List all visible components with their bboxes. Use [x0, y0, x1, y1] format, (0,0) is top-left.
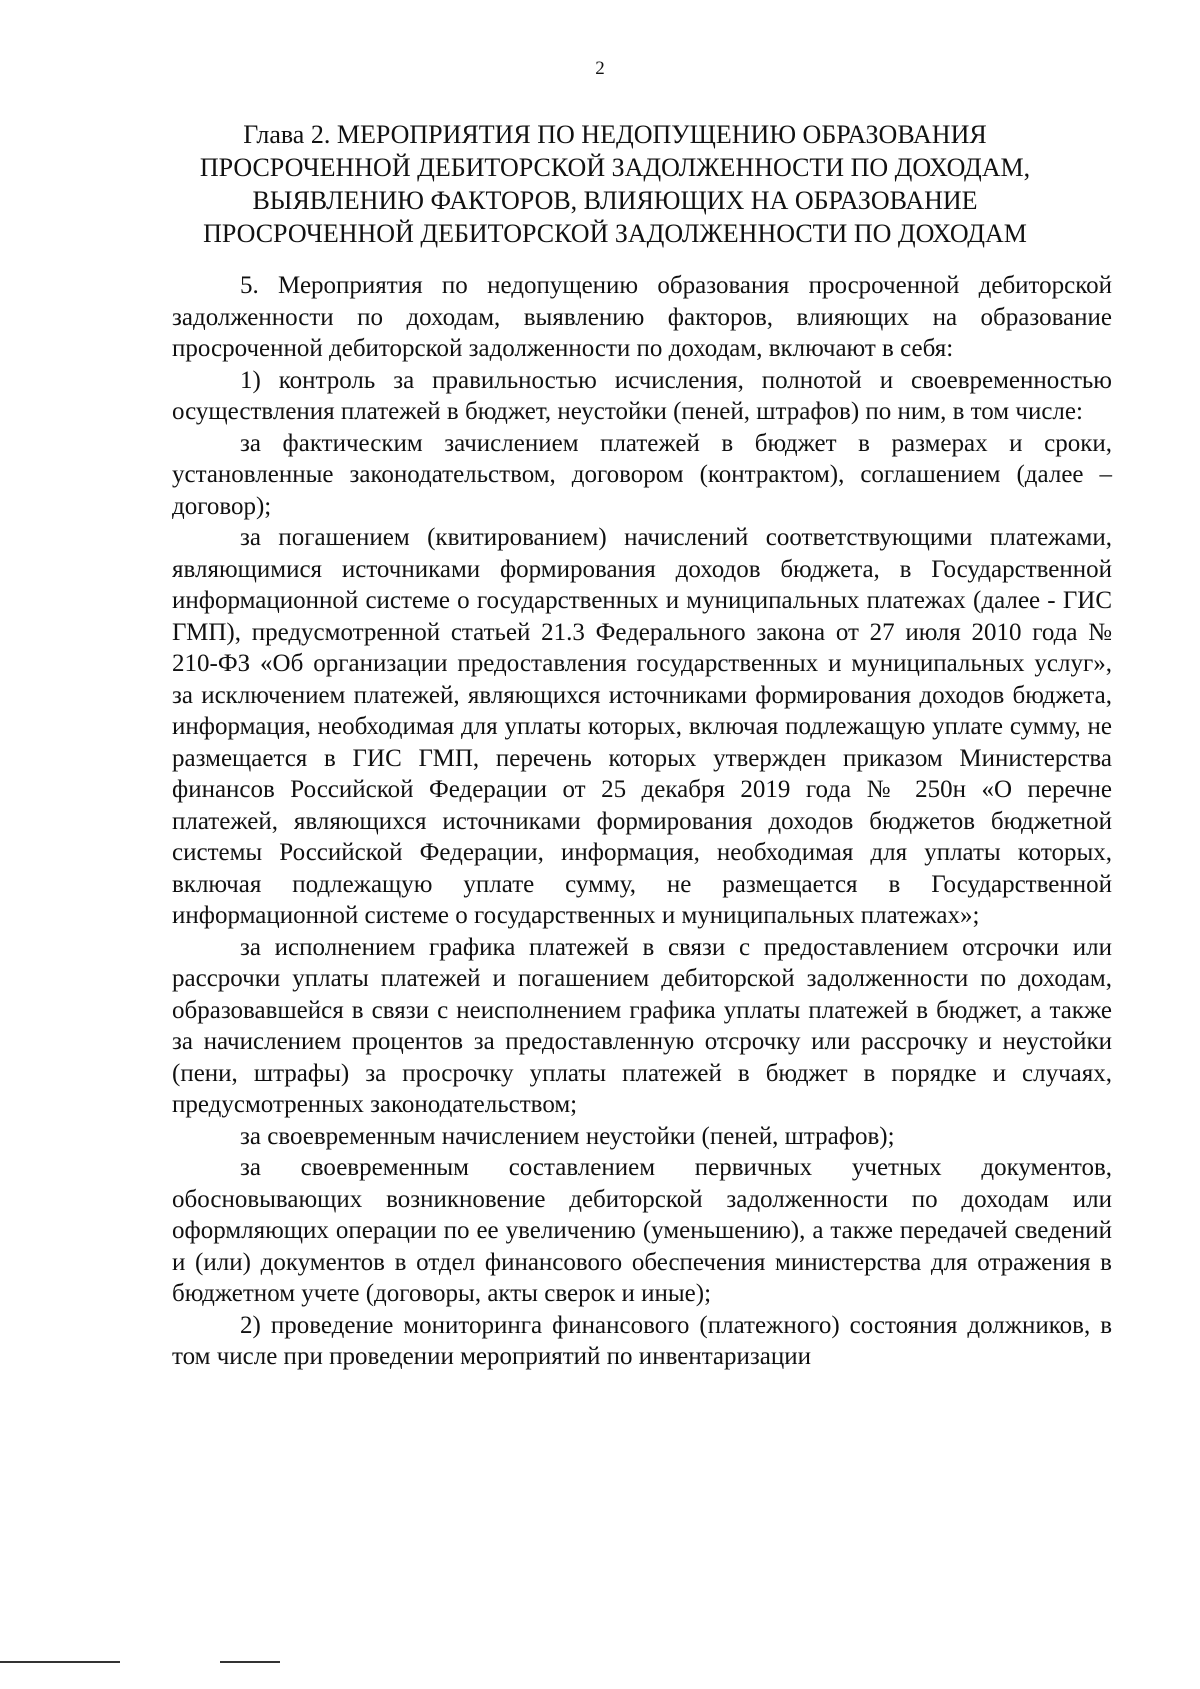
paragraph: за своевременным составлением первичных учетных документов, обосновывающих возникновение дебиторской задолженности по доходам или оформляющих операции по ее увеличению (уменьшению), а также передачей сведений и (или) документов в отдел финансового обеспечения министерства для отражения в бюджетном учете (договоры, акты сверок и иные); [172, 1154, 1112, 1307]
paragraph-clause-5: 5. Мероприятия по недопущению образования просроченной дебиторской задолженности по доходам, выявлению факторов, влияющих на образование просроченной дебиторской задолженности по доходам, включают в себя: [172, 272, 1112, 362]
document-body [172, 270, 1112, 1373]
chapter-title-line: ПРОСРОЧЕННОЙ ДЕБИТОРСКОЙ ЗАДОЛЖЕННОСТИ ПО ДОХОДАМ [203, 219, 1027, 248]
paragraph: за погашением (квитированием) начислений соответствующими платежами, являющимися источниками формирования доходов бюджета, в Государственной информационной системе о государственных и муниципальных платежах (далее - ГИС ГМП), предусмотренной статьей 21.3 Федерального закона от 27 июля 2010 года № 210-ФЗ «Об организации предоставления государственных и муниципальных услуг», за исключением платежей, являющихся источниками формирования доходов бюджета, информация, необходимая для уплаты которых, включая подлежащую уплате сумму, не размещается в ГИС ГМП, перечень которых утвержден приказом Министерства финансов Российской Федерации от 25 декабря 2019 года № 250н «О перечне платежей, являющихся источниками формирования доходов бюджетов бюджетной системы Российской Федерации, информация, необходимая для уплаты которых, включая подлежащую уплате сумму, не размещается в Государственной информационной системе о государственных и муниципальных платежах»; [172, 524, 1112, 929]
paragraph: за исполнением графика платежей в связи с предоставлением отсрочки или рассрочки уплаты платежей и погашением дебиторской задолженности по доходам, образовавшейся в связи с неисполнением графика уплаты платежей в бюджет, а также за начислением процентов за предоставленную отсрочку или рассрочку и неустойки (пени, штрафы) за просрочку уплаты платежей в бюджет в порядке и случаях, предусмотренных законодательством; [172, 933, 1112, 1118]
chapter-title [150, 118, 1080, 250]
page-number: 2 [595, 58, 605, 79]
paragraph: за своевременным начислением неустойки (пеней, штрафов); [240, 1122, 895, 1150]
paragraph-item-1: 1) контроль за правильностью исчисления, полнотой и своевременностью осуществления платежей в бюджет, неустойки (пеней, штрафов) по ним, в том числе: [172, 366, 1112, 425]
scan-artifact-line [0, 1661, 120, 1663]
chapter-title-line: ВЫЯВЛЕНИЮ ФАКТОРОВ, ВЛИЯЮЩИХ НА ОБРАЗОВАНИЕ [252, 186, 978, 215]
paragraph-item-2: 2) проведение мониторинга финансового (платежного) состояния должников, в том числе при проведении мероприятий по инвентаризации [172, 1311, 1112, 1370]
paragraph: за фактическим зачислением платежей в бюджет в размерах и сроки, установленные законодательством, договором (контрактом), соглашением (далее – договор); [172, 429, 1112, 520]
scan-artifact-line [220, 1661, 280, 1663]
chapter-title-line: ПРОСРОЧЕННОЙ ДЕБИТОРСКОЙ ЗАДОЛЖЕННОСТИ ПО ДОХОДАМ, [199, 153, 1031, 182]
chapter-title-line: Глава 2. МЕРОПРИЯТИЯ ПО НЕДОПУЩЕНИЮ ОБРАЗОВАНИЯ [243, 120, 987, 149]
